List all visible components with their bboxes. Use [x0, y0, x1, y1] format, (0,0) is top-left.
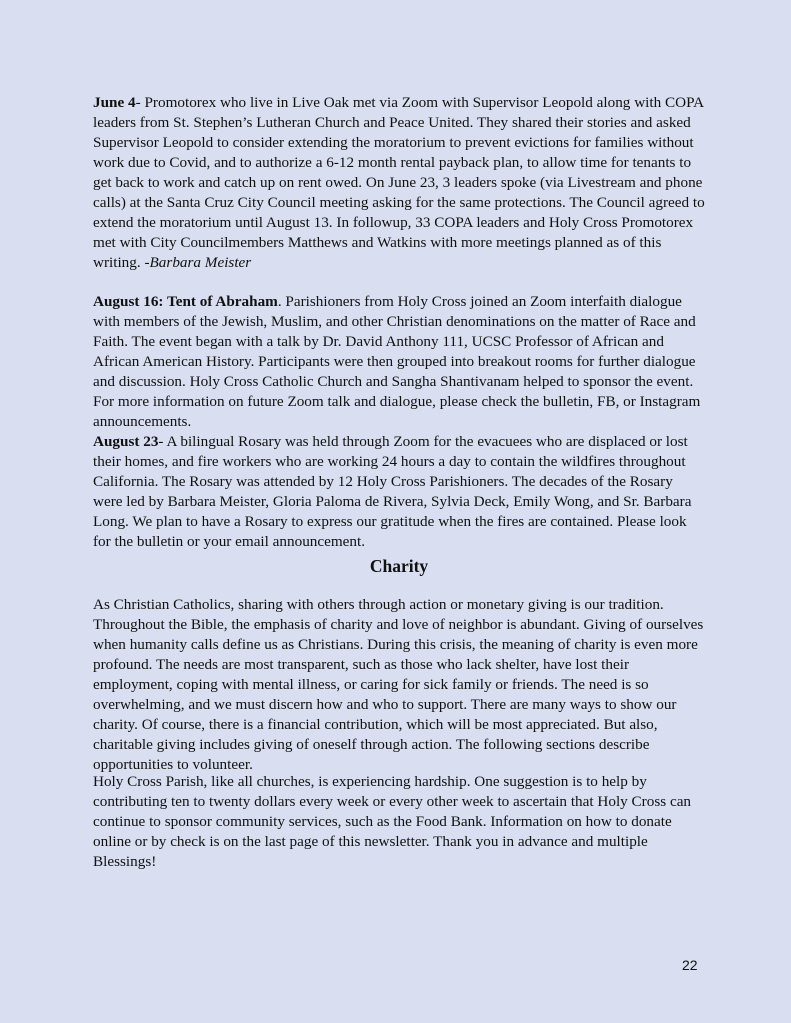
charity-heading: Charity	[369, 556, 429, 576]
charity-paragraph-2: Holy Cross Parish, like all churches, is experiencing hardship. One suggestion is to help by contributing ten to twenty dollars every week or every other week to ascertain that Holy Cross can continue to sponsor community services, such as the Food Bank. Information on how to donate online or by check is on the last page of this newsletter. Thank you in advance and multiple Blessings!	[93, 773, 692, 870]
june-4-paragraph	[93, 93, 705, 273]
charity-paragraph-1: As Christian Catholics, sharing with others through action or monetary giving is our tradition. Throughout the Bible, the emphasis of charity and love of neighbor is abundant. Giving of ourselves when humanity calls define us as Christians. During this crisis, the meaning of charity is even more profound. The needs are most transparent, such as those who lack shelter, have lost their employment, coping with mental illness, or caring for sick family or friends. The need is so overwhelming, and we must discern how and who to support. There are many ways to show our charity. Of course, there is a financial contribution, which will be most appreciated. But also, charitable giving includes giving of oneself through action. The following sections describe opportunities to volunteer.	[93, 596, 704, 773]
august-23-body: - A bilingual Rosary was held through Zoom for the evacuees who are displaced or lost their homes, and fire workers who are working 24 hours a day to contain the wildfires throughout California. The Rosary was attended by 12 Holy Cross Parishioners. The decades of the Rosary were led by Barbara Meister, Gloria Paloma de Rivera, Sylvia Deck, Emily Wong, and Sr. Barbara Long. We plan to have a Rosary to express our gratitude when the fires are contained. Please look for the bulletin or your email announcement.	[93, 433, 692, 550]
august-16-lead: August 16: Tent of Abraham	[93, 293, 278, 310]
june-4-signature: Barbara Meister	[149, 254, 252, 271]
june-4-body: - Promotorex who live in Live Oak met via Zoom with Supervisor Leopold along with COPA leaders from St. Stephen’s Lutheran Church and Peace United. They shared their stories and asked Supervisor Leopold to consider extending the moratorium to prevent evictions for families without work due to Covid, and to authorize a 6-12 month rental payback plan, to allow time for tenants to get back to work and catch up on rent owed. On June 23, 3 leaders spoke (via Livestream and phone calls) at the Santa Cruz City Council meeting asking for the same protections. The Council agreed to extend the moratorium until August 13. In followup, 33 COPA leaders and Holy Cross Promotorex met with City Councilmembers Matthews and Watkins with more meetings planned as of this writing. -	[93, 94, 705, 271]
august-16-paragraph	[93, 292, 705, 432]
page-number: 22	[682, 957, 698, 973]
august-16-body: . Parishioners from Holy Cross joined an Zoom interfaith dialogue with members of the Jewish, Muslim, and other Christian denominations on the matter of Race and Faith. The event began with a talk by Dr. David Anthony 111, UCSC Professor of African and African American History. Participants were then grouped into breakout rooms for further dialogue and discussion. Holy Cross Catholic Church and Sangha Shantivanam helped to sponsor the event. For more information on future Zoom talk and dialogue, please check the bulletin, FB, or Instagram announcements.	[93, 293, 701, 430]
june-4-lead: June 4	[93, 94, 136, 111]
august-23-lead: August 23	[93, 433, 159, 450]
august-23-paragraph	[93, 432, 705, 552]
